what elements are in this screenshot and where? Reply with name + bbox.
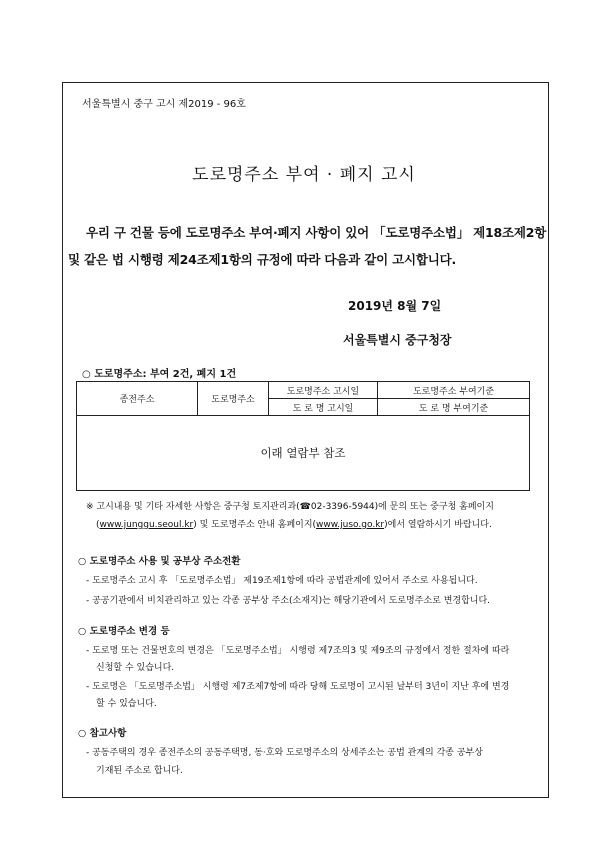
section-heading: ○ 도로명주소 사용 및 공부상 주소전환 [78,556,241,567]
issuer-name: 서울특별시 중구청장 [343,333,452,347]
note-line: (www.junggu.seoul.kr) 및 도로명주소 안내 홈페이지(www.juso.go.kr)에서 열람하시기 바랍니다. [96,520,492,530]
section-item: - 공동주택의 경우 종전주소의 공동주택명, 동·호와 도로명주소의 상세주소는 공법 관계의 각종 공부상 [86,748,483,758]
website-link[interactable]: www.junggu.seoul.kr [99,520,194,530]
section-item: - 도로명주소 고시 후 「도로명주소법」 제19조제1항에 따라 공법관계에 있어서 주소로 사용됩니다. [86,576,478,586]
section-item: 신청할 수 있습니다. [96,663,175,673]
section-heading: ○ 참고사항 [78,728,127,739]
section-item: - 도로명은 「도로명주소법」 시행령 제7조제7항에 따라 당해 도로명이 고시된 날부터 3년이 지난 후에 변경 [86,682,510,692]
column-header-previous-address: 종전주소 [77,382,198,416]
note-line: ※ 고시내용 및 기타 자세한 사항은 중구청 토지관리과(☎02-3396-5944)에 문의 또는 중구청 홈페이지 [86,502,494,512]
body-text-line: 및 같은 법 시행령 제24조제1항의 규정에 따라 다음과 같이 고시합니다. [68,252,457,267]
column-header-notice-date: 도로명주소 고시일 [269,382,378,399]
summary-heading: ○ 도로명주소: 부여 2건, 폐지 1건 [82,369,237,380]
page-title: 도로명주소 부여 · 폐지 고시 [192,165,416,185]
notice-date: 2019년 8월 7일 [348,299,442,313]
section-heading: ○ 도로명주소 변경 등 [78,626,170,637]
section-item: 할 수 있습니다. [96,699,157,709]
column-header-road-assign-basis: 도 로 명 부여기준 [378,399,530,416]
section-item: 기재된 주소로 합니다. [96,766,183,776]
column-header-road-address: 도로명주소 [198,382,269,416]
section-item: - 도로명 또는 건물번호의 변경은 「도로명주소법」 시행령 제7조의3 및 제9조의 규정에서 정한 절차에 따라 [86,646,510,656]
website-link[interactable]: www.juso.go.kr [316,520,385,530]
note-text: )에서 열람하시기 바랍니다. [384,520,492,530]
notice-number: 서울특별시 중구 고시 제2019 - 96호 [82,99,246,110]
summary-table [76,381,530,491]
column-header-assign-basis: 도로명주소 부여기준 [378,382,530,399]
reference-cell: 이래 열람부 참조 [77,416,530,491]
note-text: ) 및 도로명주소 안내 홈페이지( [193,520,317,530]
body-text-line: 우리 구 건물 등에 도로명주소 부여·폐지 사항이 있어 「도로명주소법」 제18조제2항 [86,225,547,240]
section-item: - 공공기관에서 비치관리하고 있는 각종 공부상 주소(소재지)는 해당기관에서 도로명주소로 변경합니다. [86,596,491,606]
column-header-road-notice-date: 도 로 명 고시일 [269,399,378,416]
